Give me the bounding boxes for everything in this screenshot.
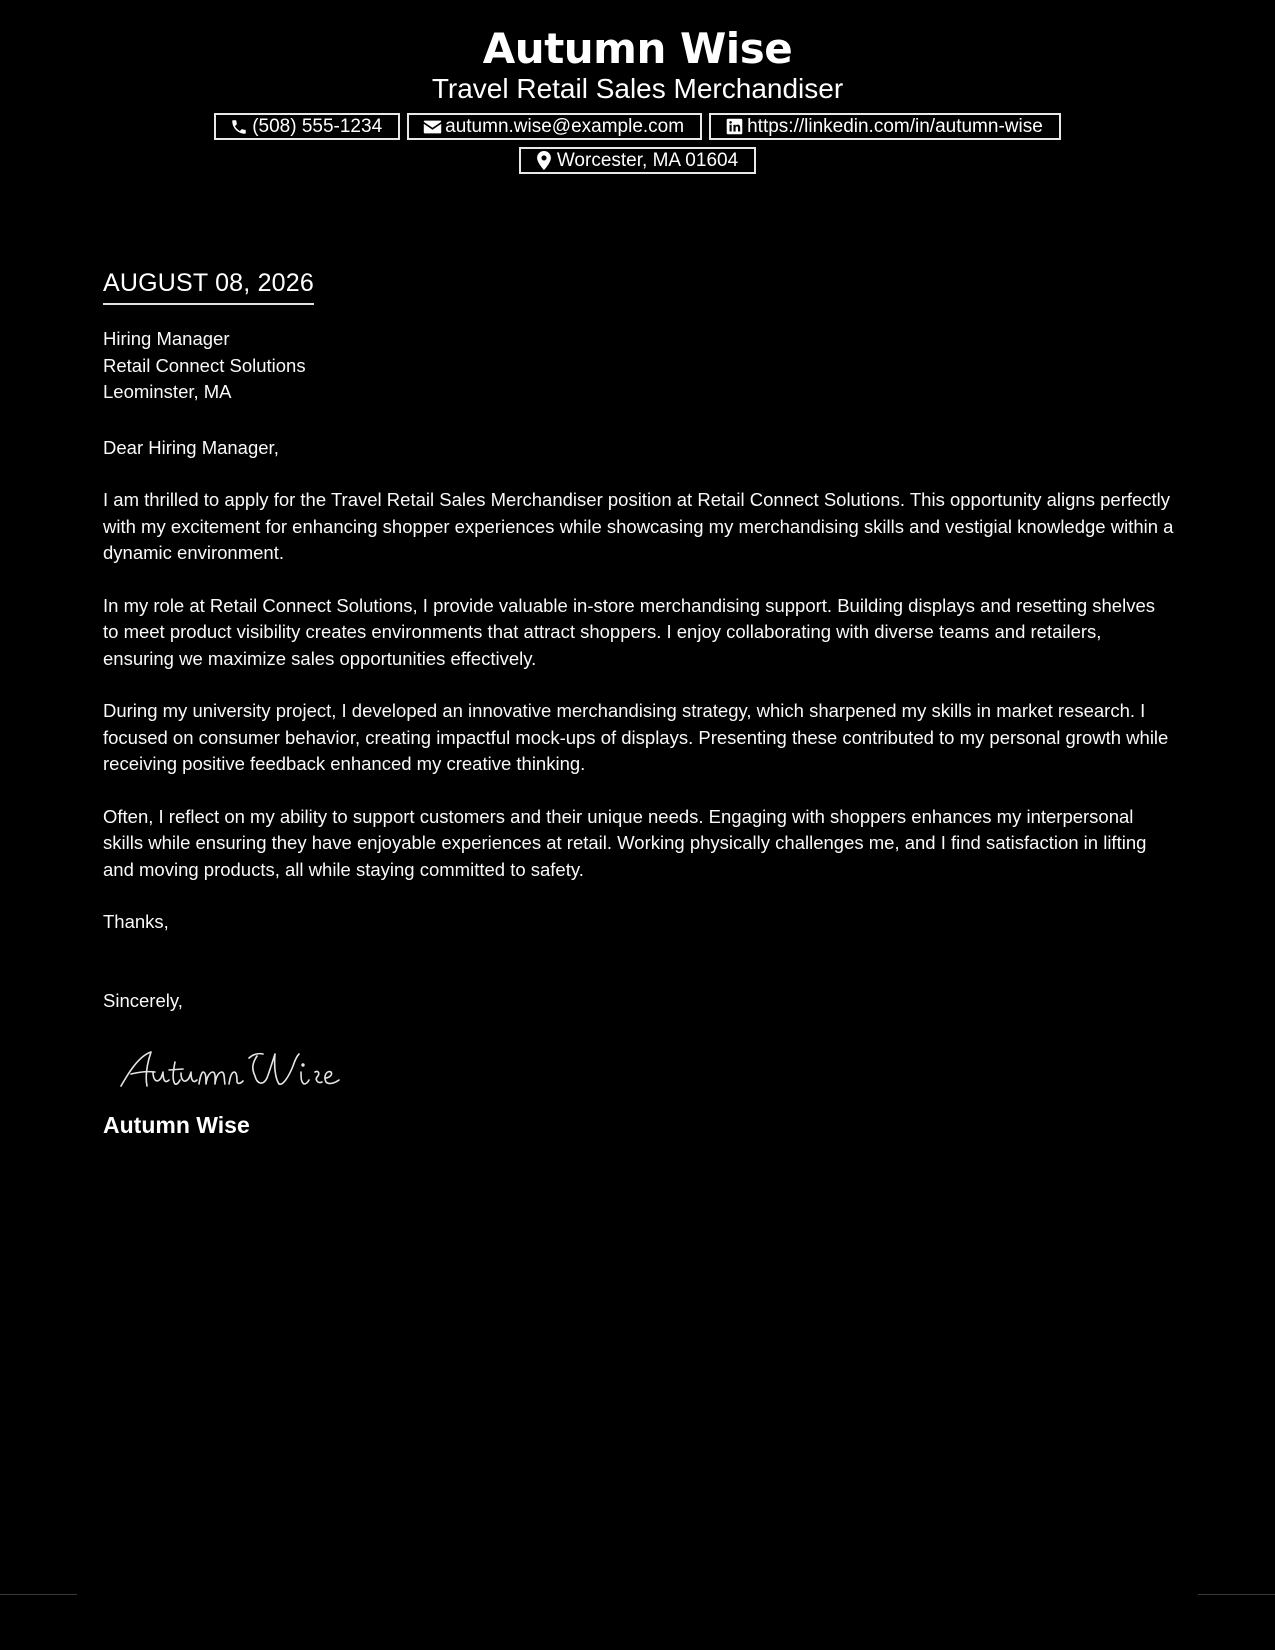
footer-rule-left [0,1594,77,1595]
letter-date: AUGUST 08, 2026 [103,268,314,305]
body-paragraph: I am thrilled to apply for the Travel Retail Sales Merchandiser position at Retail Connect Solutions. This opportunity aligns perfectly with my excitement for enhancing shopper experiences while showcasing my merchandising skills and vestigial knowledge within a dynamic environment. [103,489,1174,563]
signer-name: Autumn Wise [103,1112,250,1138]
recipient-line: Hiring Manager [103,328,230,349]
contact-linkedin-text: https://linkedin.com/in/autumn-wise [747,115,1043,137]
body-paragraph: During my university project, I developed an innovative merchandising strategy, which sharpened my skills in market research. I focused on consumer behavior, creating impactful mock-ups of displays. Presenting these contributed to my personal growth while receiving positive feedback enhanced my creative thinking. [103,700,1169,774]
salutation: Dear Hiring Manager, [103,436,279,458]
recipient-line: Leominster, MA [103,381,232,402]
closing-line: Thanks, [103,911,169,932]
recipient-block [103,326,1175,406]
contact-bar [198,113,1078,174]
footer-rule-right [1198,1594,1275,1595]
linkedin-icon [724,117,744,137]
applicant-name: Autumn Wise [482,24,793,73]
contact-phone[interactable] [214,113,400,140]
letter-body [103,268,1175,1140]
contact-email[interactable] [407,113,702,140]
map-marker-icon [534,151,554,171]
body-paragraph: In my role at Retail Connect Solutions, I provide valuable in-store merchandising support. Building displays and resetting shelves to meet product visibility creates environments that attract shoppers. I enjoy collaborating with diverse teams and retailers, ensuring we maximize sales opportunities effectively. [103,594,1155,669]
contact-location[interactable] [519,147,756,174]
handwritten-signature [117,1042,1175,1098]
phone-icon [229,117,249,137]
contact-phone-text: (508) 555-1234 [252,115,383,137]
envelope-icon [422,117,442,137]
recipient-line: Retail Connect Solutions [103,354,306,376]
applicant-title: Travel Retail Sales Merchandiser [431,73,844,104]
contact-email-text: autumn.wise@example.com [445,115,685,137]
body-paragraph: Often, I reflect on my ability to support customers and their unique needs. Engaging with shoppers enhances my interpersonal skills while ensuring they have enjoyable experiences at retail. Working physically challenges me, and I find satisfaction in lifting and moving products, all while staying committed to safety. [103,805,1147,880]
contact-location-text: Worcester, MA 01604 [556,149,739,171]
letter-header [0,22,1275,174]
contact-linkedin[interactable] [709,113,1061,140]
signoff-line: Sincerely, [103,989,183,1011]
